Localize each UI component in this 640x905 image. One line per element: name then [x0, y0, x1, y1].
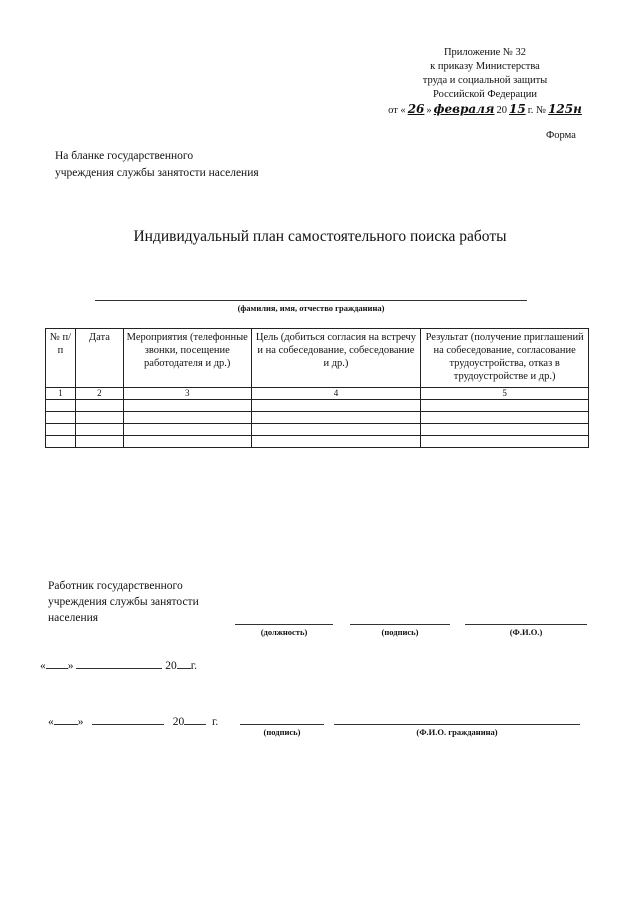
date1-month-blank[interactable] — [76, 657, 162, 669]
citizen-signature-line[interactable] — [240, 724, 324, 725]
table-cell[interactable] — [123, 424, 251, 436]
appendix-line-2: к приказу Министерства — [430, 61, 540, 72]
column-number-4: 4 — [251, 388, 421, 400]
table-header-row — [46, 329, 589, 388]
citizen-fio-caption: (Ф.И.О. гражданина) — [416, 727, 498, 737]
table-cell[interactable] — [123, 412, 251, 424]
header-result: Результат (получение приглашений на собеседование, согласование трудоустройства, отказ в трудоустройстве и др.) — [421, 329, 589, 388]
header-date: Дата — [75, 329, 123, 388]
table-cell[interactable] — [75, 424, 123, 436]
appendix-line-1: Приложение № 32 — [443, 47, 527, 58]
date-year-prefix: 20 — [496, 105, 507, 116]
date-mid: » — [426, 105, 432, 116]
date2-open-quote: « — [48, 716, 54, 728]
signer-fio-caption: (Ф.И.О.) — [509, 627, 543, 637]
table-row — [46, 424, 589, 436]
signer-fio-line[interactable] — [465, 624, 587, 625]
letterhead-note — [55, 148, 259, 182]
column-number-1: 1 — [46, 388, 76, 400]
date2-year-prefix: 20 — [172, 716, 185, 728]
order-number: 125н — [548, 102, 582, 116]
table-cell[interactable] — [46, 424, 76, 436]
signer-line-3: населения — [48, 612, 99, 624]
table-column-numbers-row — [46, 388, 589, 400]
table-cell[interactable] — [46, 436, 76, 448]
table-row — [46, 436, 589, 448]
plan-table — [45, 328, 589, 448]
signer-date-line — [40, 657, 197, 672]
table-cell[interactable] — [251, 412, 421, 424]
table-cell[interactable] — [251, 424, 421, 436]
citizen-date-line — [48, 713, 218, 728]
document-title: Индивидуальный план самостоятельного поиска работы — [133, 228, 507, 245]
appendix-order-date — [380, 102, 590, 118]
date1-year-prefix: 20 — [165, 660, 177, 672]
citizen-name-caption: (фамилия, имя, отчество гражданина) — [237, 303, 385, 313]
citizen-name-line — [95, 300, 527, 301]
table-cell[interactable] — [46, 400, 76, 412]
date2-close-quote: » — [77, 716, 84, 728]
table-cell[interactable] — [421, 400, 589, 412]
date1-year-blank[interactable] — [177, 657, 191, 669]
appendix-block — [380, 46, 590, 118]
table-cell[interactable] — [123, 400, 251, 412]
header-number: № п/п — [46, 329, 76, 388]
header-goal: Цель (добиться согласия на встречу и на собеседование, собеседование и др.) — [251, 329, 421, 388]
date1-day-blank[interactable] — [46, 657, 68, 669]
table-row — [46, 412, 589, 424]
citizen-signature-caption: (подпись) — [263, 727, 301, 737]
table-cell[interactable] — [251, 436, 421, 448]
date-prefix: от « — [388, 105, 406, 116]
table-cell[interactable] — [421, 424, 589, 436]
date1-open-quote: « — [40, 660, 46, 672]
column-number-3: 3 — [123, 388, 251, 400]
date2-suffix: г. — [212, 716, 219, 728]
signer-signature-line[interactable] — [350, 624, 450, 625]
signer-line-1: Работник государственного — [48, 580, 183, 592]
forma-label: Форма — [546, 130, 576, 141]
date-year-suffix: г. № — [527, 105, 547, 116]
appendix-line-3: труда и социальной защиты — [422, 75, 548, 86]
letterhead-line-1: На бланке государственного — [55, 150, 194, 162]
date2-day-blank[interactable] — [54, 713, 78, 725]
signer-title — [48, 578, 199, 626]
table-cell[interactable] — [123, 436, 251, 448]
table-row — [46, 400, 589, 412]
table-cell[interactable] — [251, 400, 421, 412]
date-month: февраля — [433, 102, 495, 116]
date-year: 15 — [508, 102, 526, 116]
citizen-fio-line[interactable] — [334, 724, 580, 725]
letterhead-line-2: учреждения службы занятости населения — [55, 167, 259, 179]
date1-suffix: г. — [190, 660, 198, 672]
date-day: 26 — [407, 102, 425, 116]
table-cell[interactable] — [421, 436, 589, 448]
table-cell[interactable] — [75, 412, 123, 424]
table-cell[interactable] — [75, 400, 123, 412]
column-number-2: 2 — [75, 388, 123, 400]
column-number-5: 5 — [421, 388, 589, 400]
table-cell[interactable] — [75, 436, 123, 448]
date1-close-quote: » — [67, 660, 74, 672]
date2-year-blank[interactable] — [184, 713, 206, 725]
table-cell[interactable] — [46, 412, 76, 424]
signer-line-2: учреждения службы занятости — [48, 596, 199, 608]
header-activities: Мероприятия (телефонные звонки, посещение работодателя и др.) — [123, 329, 251, 388]
date2-month-blank[interactable] — [92, 713, 164, 725]
table-cell[interactable] — [421, 412, 589, 424]
position-signature-line[interactable] — [235, 624, 333, 625]
position-caption: (должность) — [260, 627, 308, 637]
appendix-line-4: Российской Федерации — [433, 89, 537, 100]
signer-signature-caption: (подпись) — [381, 627, 419, 637]
